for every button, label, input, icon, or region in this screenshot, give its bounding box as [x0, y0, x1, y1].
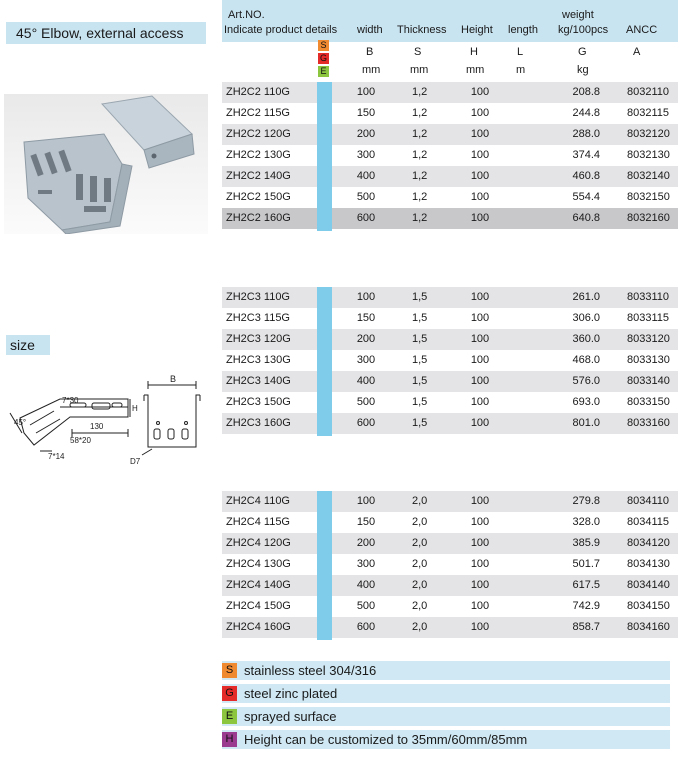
cell-thickness: 2,0 — [412, 621, 428, 633]
cell-width: 200 — [356, 333, 376, 345]
cell-height: 100 — [470, 600, 490, 612]
cell-art-no: ZH2C3 160G — [226, 417, 291, 429]
cell-art-no: ZH2C4 140G — [226, 579, 291, 591]
material-e-badge: E — [318, 66, 329, 77]
cell-width: 600 — [356, 417, 376, 429]
table-row — [222, 208, 678, 229]
table-row — [222, 512, 678, 533]
legend-row-h — [222, 730, 670, 749]
cell-art-no: ZH2C4 110G — [226, 495, 290, 507]
cell-thickness: 1,2 — [412, 86, 428, 98]
table-zh2c3 — [222, 287, 678, 434]
table-row — [222, 554, 678, 575]
cell-weight: 468.0 — [572, 354, 600, 366]
unit-height: mm — [466, 64, 485, 76]
cell-ancc: 8034140 — [627, 579, 670, 591]
sym-weight: G — [578, 46, 587, 58]
cell-width: 400 — [356, 375, 376, 387]
cell-ancc: 8032120 — [627, 128, 670, 140]
dim-7x14-label: 7*14 — [48, 452, 65, 461]
cell-thickness: 1,2 — [412, 107, 428, 119]
dim-d7-label: D7 — [130, 457, 141, 466]
cell-weight: 261.0 — [572, 291, 600, 303]
table-row — [222, 533, 678, 554]
cell-weight: 306.0 — [572, 312, 600, 324]
cell-height: 100 — [470, 191, 490, 203]
dim-45-label: 45° — [14, 418, 27, 427]
cell-width: 300 — [356, 354, 376, 366]
cell-ancc: 8034110 — [627, 495, 670, 507]
cell-thickness: 1,5 — [412, 354, 428, 366]
cell-art-no: ZH2C2 115G — [226, 107, 290, 119]
cell-art-no: ZH2C4 120G — [226, 537, 291, 549]
cell-width: 500 — [356, 600, 376, 612]
cell-ancc: 8032115 — [627, 107, 670, 119]
cell-width: 200 — [356, 537, 376, 549]
cell-width: 300 — [356, 149, 376, 161]
unit-width: mm — [362, 64, 381, 76]
cell-weight: 385.9 — [572, 537, 600, 549]
legend-s-text: stainless steel 304/316 — [244, 663, 377, 678]
cell-width: 600 — [356, 621, 376, 633]
cell-thickness: 2,0 — [412, 516, 428, 528]
cell-height: 100 — [470, 149, 490, 161]
elbow-photo-illustration — [4, 94, 208, 234]
cell-ancc: 8034120 — [627, 537, 670, 549]
cell-art-no: ZH2C3 120G — [226, 333, 291, 345]
table-row — [222, 350, 678, 371]
cell-thickness: 2,0 — [412, 579, 428, 591]
dimension-diagram — [0, 363, 214, 468]
cell-height: 100 — [470, 537, 490, 549]
header-ancc: ANCC — [626, 24, 658, 36]
cell-height: 100 — [470, 86, 490, 98]
cell-thickness: 1,5 — [412, 417, 428, 429]
header-details: Indicate product details — [224, 24, 338, 36]
cell-art-no: ZH2C2 150G — [226, 191, 291, 203]
cell-ancc: 8032140 — [627, 170, 670, 182]
cell-height: 100 — [470, 495, 490, 507]
legend-h-swatch: H — [222, 732, 237, 747]
cell-ancc: 8033160 — [627, 417, 670, 429]
cell-art-no: ZH2C2 140G — [226, 170, 291, 182]
table-row — [222, 166, 678, 187]
legend-g-text: steel zinc plated — [244, 686, 338, 701]
size-label: size — [6, 335, 50, 355]
unit-thickness: mm — [410, 64, 429, 76]
cell-weight: 693.0 — [572, 396, 600, 408]
sym-height: H — [470, 46, 478, 58]
cell-thickness: 1,5 — [412, 333, 428, 345]
cell-width: 600 — [356, 212, 376, 224]
table-row — [222, 491, 678, 512]
cell-height: 100 — [470, 291, 490, 303]
header-art-no: Art.NO. — [228, 9, 265, 21]
cell-ancc: 8033150 — [627, 396, 670, 408]
cell-weight: 360.0 — [572, 333, 600, 345]
cell-ancc: 8033115 — [627, 312, 670, 324]
cell-art-no: ZH2C4 160G — [226, 621, 291, 633]
cell-width: 500 — [356, 191, 376, 203]
cell-weight: 288.0 — [572, 128, 600, 140]
cell-thickness: 2,0 — [412, 600, 428, 612]
legend-row-g — [222, 684, 670, 703]
table-row — [222, 145, 678, 166]
cell-art-no: ZH2C3 140G — [226, 375, 291, 387]
unit-weight: kg — [577, 64, 589, 76]
cell-thickness: 1,2 — [412, 191, 428, 203]
cell-height: 100 — [470, 312, 490, 324]
cell-width: 100 — [356, 291, 376, 303]
table-row — [222, 187, 678, 208]
cell-height: 100 — [470, 107, 490, 119]
table-subheader — [222, 42, 678, 80]
legend-e-swatch: E — [222, 709, 237, 724]
cell-thickness: 1,2 — [412, 128, 428, 140]
material-s-badge: S — [318, 40, 329, 51]
cell-ancc: 8033110 — [627, 291, 670, 303]
cell-thickness: 1,5 — [412, 312, 428, 324]
cell-height: 100 — [470, 375, 490, 387]
cell-ancc: 8032160 — [627, 212, 670, 224]
cell-width: 150 — [356, 312, 376, 324]
cell-thickness: 2,0 — [412, 558, 428, 570]
header-weight-unit: kg/100pcs — [558, 24, 609, 36]
dim-7x30-label: 7*30 — [62, 396, 79, 405]
cell-height: 100 — [470, 579, 490, 591]
table-row — [222, 575, 678, 596]
cell-width: 150 — [356, 107, 376, 119]
cell-height: 100 — [470, 333, 490, 345]
cell-width: 200 — [356, 128, 376, 140]
cell-art-no: ZH2C2 110G — [226, 86, 290, 98]
legend-e-text: sprayed surface — [244, 709, 337, 724]
table-row — [222, 392, 678, 413]
legend-row-s — [222, 661, 670, 680]
cell-ancc: 8034130 — [627, 558, 670, 570]
dim-130-label: 130 — [90, 422, 104, 431]
cell-thickness: 1,2 — [412, 170, 428, 182]
sym-thickness: S — [414, 46, 422, 58]
cell-ancc: 8034160 — [627, 621, 670, 633]
cell-thickness: 1,5 — [412, 291, 428, 303]
table-row — [222, 103, 678, 124]
header-thickness: Thickness — [397, 24, 447, 36]
header-length: length — [508, 24, 538, 36]
elbow-dimension-drawing — [0, 363, 214, 468]
dim-b-label: B — [170, 374, 177, 384]
cell-width: 100 — [356, 86, 376, 98]
header-weight: weight — [562, 9, 594, 21]
cell-art-no: ZH2C2 130G — [226, 149, 291, 161]
cell-height: 100 — [470, 212, 490, 224]
table-row — [222, 82, 678, 103]
cell-weight: 279.8 — [572, 495, 600, 507]
cell-height: 100 — [470, 558, 490, 570]
cell-thickness: 2,0 — [412, 537, 428, 549]
cell-weight: 617.5 — [572, 579, 600, 591]
table-zh2c3-marker-bar — [317, 287, 332, 436]
cell-height: 100 — [470, 417, 490, 429]
cell-height: 100 — [470, 170, 490, 182]
table-row — [222, 287, 678, 308]
cell-width: 300 — [356, 558, 376, 570]
cell-art-no: ZH2C3 110G — [226, 291, 290, 303]
cell-weight: 244.8 — [572, 107, 600, 119]
table-header — [222, 0, 678, 42]
cell-weight: 554.4 — [572, 191, 600, 203]
cell-weight: 640.8 — [572, 212, 600, 224]
cell-art-no: ZH2C3 115G — [226, 312, 290, 324]
cell-width: 150 — [356, 516, 376, 528]
unit-length: m — [516, 64, 526, 76]
cell-weight: 801.0 — [572, 417, 600, 429]
table-zh2c2 — [222, 82, 678, 229]
cell-weight: 328.0 — [572, 516, 600, 528]
dim-58x20-label: 58*20 — [70, 436, 91, 445]
cell-thickness: 2,0 — [412, 495, 428, 507]
table-row — [222, 371, 678, 392]
cell-thickness: 1,5 — [412, 396, 428, 408]
cell-art-no: ZH2C4 115G — [226, 516, 290, 528]
cell-ancc: 8034150 — [627, 600, 670, 612]
cell-width: 500 — [356, 396, 376, 408]
cell-thickness: 1,2 — [412, 212, 428, 224]
table-zh2c4-marker-bar — [317, 491, 332, 640]
material-g-badge: G — [319, 53, 327, 63]
cell-width: 400 — [356, 170, 376, 182]
cell-ancc: 8032110 — [627, 86, 670, 98]
cell-thickness: 1,5 — [412, 375, 428, 387]
product-photo — [4, 94, 208, 234]
cell-art-no: ZH2C2 120G — [226, 128, 291, 140]
cell-height: 100 — [470, 396, 490, 408]
cell-ancc: 8033120 — [627, 333, 670, 345]
cell-art-no: ZH2C4 150G — [226, 600, 291, 612]
sym-length: L — [517, 46, 524, 58]
cell-height: 100 — [470, 621, 490, 633]
cell-art-no: ZH2C2 160G — [226, 212, 291, 224]
cell-art-no: ZH2C3 130G — [226, 354, 291, 366]
cell-art-no: ZH2C3 150G — [226, 396, 291, 408]
cell-ancc: 8034115 — [627, 516, 670, 528]
cell-thickness: 1,2 — [412, 149, 428, 161]
cell-height: 100 — [470, 354, 490, 366]
table-row — [222, 308, 678, 329]
dim-h-label: H — [132, 404, 138, 413]
legend-g-swatch: G — [222, 686, 237, 701]
header-width: width — [357, 24, 383, 36]
cell-width: 400 — [356, 579, 376, 591]
table-row — [222, 596, 678, 617]
cell-ancc: 8032150 — [627, 191, 670, 203]
cell-ancc: 8033140 — [627, 375, 670, 387]
cell-weight: 460.8 — [572, 170, 600, 182]
table-row — [222, 413, 678, 434]
product-title: 45° Elbow, external access — [6, 22, 206, 44]
sym-width: B — [366, 46, 374, 58]
cell-art-no: ZH2C4 130G — [226, 558, 291, 570]
cell-height: 100 — [470, 128, 490, 140]
table-row — [222, 124, 678, 145]
header-height: Height — [461, 24, 493, 36]
cell-weight: 501.7 — [572, 558, 600, 570]
cell-ancc: 8033130 — [627, 354, 670, 366]
legend-s-swatch: S — [222, 663, 237, 678]
legend-row-e — [222, 707, 670, 726]
cell-weight: 374.4 — [572, 149, 600, 161]
table-row — [222, 329, 678, 350]
cell-weight: 208.8 — [572, 86, 600, 98]
sym-ancc: A — [633, 46, 641, 58]
cell-height: 100 — [470, 516, 490, 528]
table-zh2c2-marker-bar — [317, 82, 332, 231]
cell-weight: 858.7 — [572, 621, 600, 633]
table-row — [222, 617, 678, 638]
legend-h-text: Height can be customized to 35mm/60mm/85mm — [244, 732, 528, 747]
cell-width: 100 — [356, 495, 376, 507]
table-zh2c4 — [222, 491, 678, 638]
cell-weight: 742.9 — [572, 600, 600, 612]
cell-ancc: 8032130 — [627, 149, 670, 161]
cell-weight: 576.0 — [572, 375, 600, 387]
